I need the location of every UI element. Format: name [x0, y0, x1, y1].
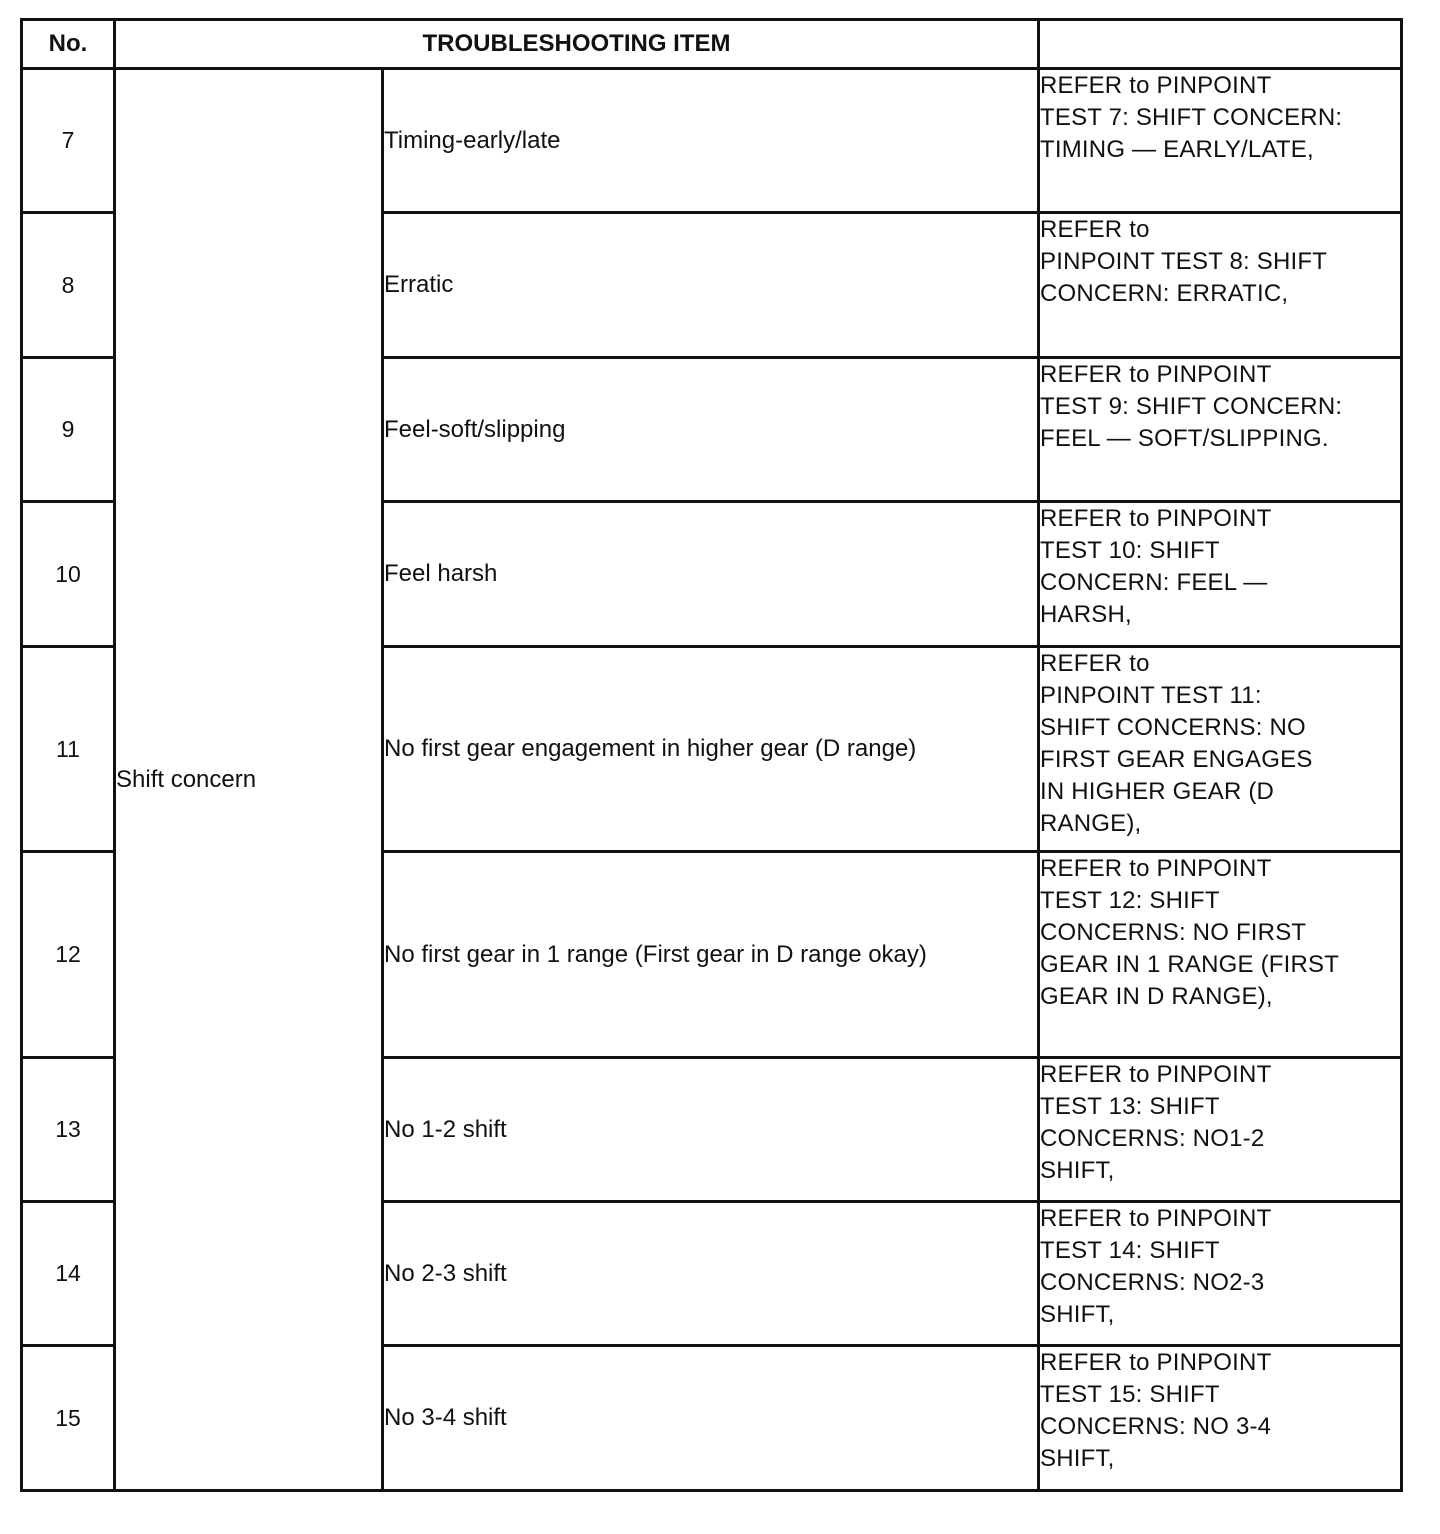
- header-row: [22, 20, 1402, 69]
- reference-line: RANGE),: [1040, 810, 1142, 837]
- reference-line: TIMING — EARLY/LATE,: [1040, 136, 1314, 163]
- row-number: 10: [22, 502, 115, 647]
- header-no: No.: [22, 20, 115, 69]
- troubleshooting-item: Erratic: [383, 213, 1039, 358]
- reference-line: REFER to PINPOINT: [1040, 855, 1272, 882]
- reference-line: CONCERNS: NO 3-4: [1040, 1413, 1272, 1440]
- pinpoint-test-reference: [1039, 358, 1402, 502]
- troubleshooting-item: No first gear engagement in higher gear (D range): [383, 647, 1039, 852]
- header-reference: [1039, 20, 1402, 69]
- reference-line: SHIFT CONCERNS: NO: [1040, 714, 1306, 741]
- pinpoint-test-reference: [1039, 647, 1402, 852]
- reference-line: FEEL — SOFT/SLIPPING.: [1040, 425, 1329, 452]
- reference-line: REFER to PINPOINT: [1040, 505, 1272, 532]
- reference-line: TEST 13: SHIFT: [1040, 1093, 1220, 1120]
- category-cell: Shift concern: [115, 69, 383, 1491]
- reference-line: TEST 9: SHIFT CONCERN:: [1040, 393, 1343, 420]
- reference-line: REFER to: [1040, 650, 1150, 677]
- reference-line: GEAR IN 1 RANGE (FIRST: [1040, 951, 1340, 978]
- pinpoint-test-reference: [1039, 852, 1402, 1058]
- troubleshooting-item: Feel harsh: [383, 502, 1039, 647]
- reference-line: TEST 12: SHIFT: [1040, 887, 1220, 914]
- reference-line: REFER to PINPOINT: [1040, 72, 1272, 99]
- troubleshooting-table: [20, 18, 1403, 1492]
- troubleshooting-item: Feel-soft/slipping: [383, 358, 1039, 502]
- header-troubleshooting-item: TROUBLESHOOTING ITEM: [115, 20, 1039, 69]
- reference-line: TEST 14: SHIFT: [1040, 1237, 1220, 1264]
- pinpoint-test-reference: [1039, 502, 1402, 647]
- reference-line: CONCERNS: NO2-3: [1040, 1269, 1265, 1296]
- reference-line: PINPOINT TEST 8: SHIFT: [1040, 248, 1328, 275]
- reference-line: PINPOINT TEST 11:: [1040, 682, 1262, 709]
- reference-line: CONCERN: FEEL —: [1040, 569, 1268, 596]
- row-number: 14: [22, 1202, 115, 1346]
- row-number: 7: [22, 69, 115, 213]
- troubleshooting-item: No 1-2 shift: [383, 1058, 1039, 1202]
- reference-line: SHIFT,: [1040, 1157, 1115, 1184]
- reference-line: REFER to PINPOINT: [1040, 361, 1272, 388]
- pinpoint-test-reference: [1039, 69, 1402, 213]
- reference-line: REFER to PINPOINT: [1040, 1061, 1272, 1088]
- row-number: 8: [22, 213, 115, 358]
- reference-line: CONCERNS: NO FIRST: [1040, 919, 1307, 946]
- reference-line: REFER to: [1040, 216, 1150, 243]
- reference-line: IN HIGHER GEAR (D: [1040, 778, 1275, 805]
- pinpoint-test-reference: [1039, 1346, 1402, 1491]
- reference-line: SHIFT,: [1040, 1301, 1115, 1328]
- reference-line: CONCERN: ERRATIC,: [1040, 280, 1289, 307]
- table-row: [22, 69, 1402, 213]
- row-number: 11: [22, 647, 115, 852]
- reference-line: TEST 15: SHIFT: [1040, 1381, 1220, 1408]
- reference-line: GEAR IN D RANGE),: [1040, 983, 1273, 1010]
- pinpoint-test-reference: [1039, 1202, 1402, 1346]
- reference-line: FIRST GEAR ENGAGES: [1040, 746, 1313, 773]
- table-body: [22, 69, 1402, 1491]
- troubleshooting-item: Timing-early/late: [383, 69, 1039, 213]
- row-number: 13: [22, 1058, 115, 1202]
- reference-line: CONCERNS: NO1-2: [1040, 1125, 1265, 1152]
- troubleshooting-item: No first gear in 1 range (First gear in D range okay): [383, 852, 1039, 1058]
- pinpoint-test-reference: [1039, 1058, 1402, 1202]
- reference-line: TEST 7: SHIFT CONCERN:: [1040, 104, 1343, 131]
- troubleshooting-item: No 2-3 shift: [383, 1202, 1039, 1346]
- pinpoint-test-reference: [1039, 213, 1402, 358]
- row-number: 9: [22, 358, 115, 502]
- reference-line: REFER to PINPOINT: [1040, 1205, 1272, 1232]
- troubleshooting-item: No 3-4 shift: [383, 1346, 1039, 1491]
- row-number: 12: [22, 852, 115, 1058]
- reference-line: HARSH,: [1040, 601, 1132, 628]
- reference-line: SHIFT,: [1040, 1445, 1115, 1472]
- reference-line: TEST 10: SHIFT: [1040, 537, 1220, 564]
- reference-line: REFER to PINPOINT: [1040, 1349, 1272, 1376]
- row-number: 15: [22, 1346, 115, 1491]
